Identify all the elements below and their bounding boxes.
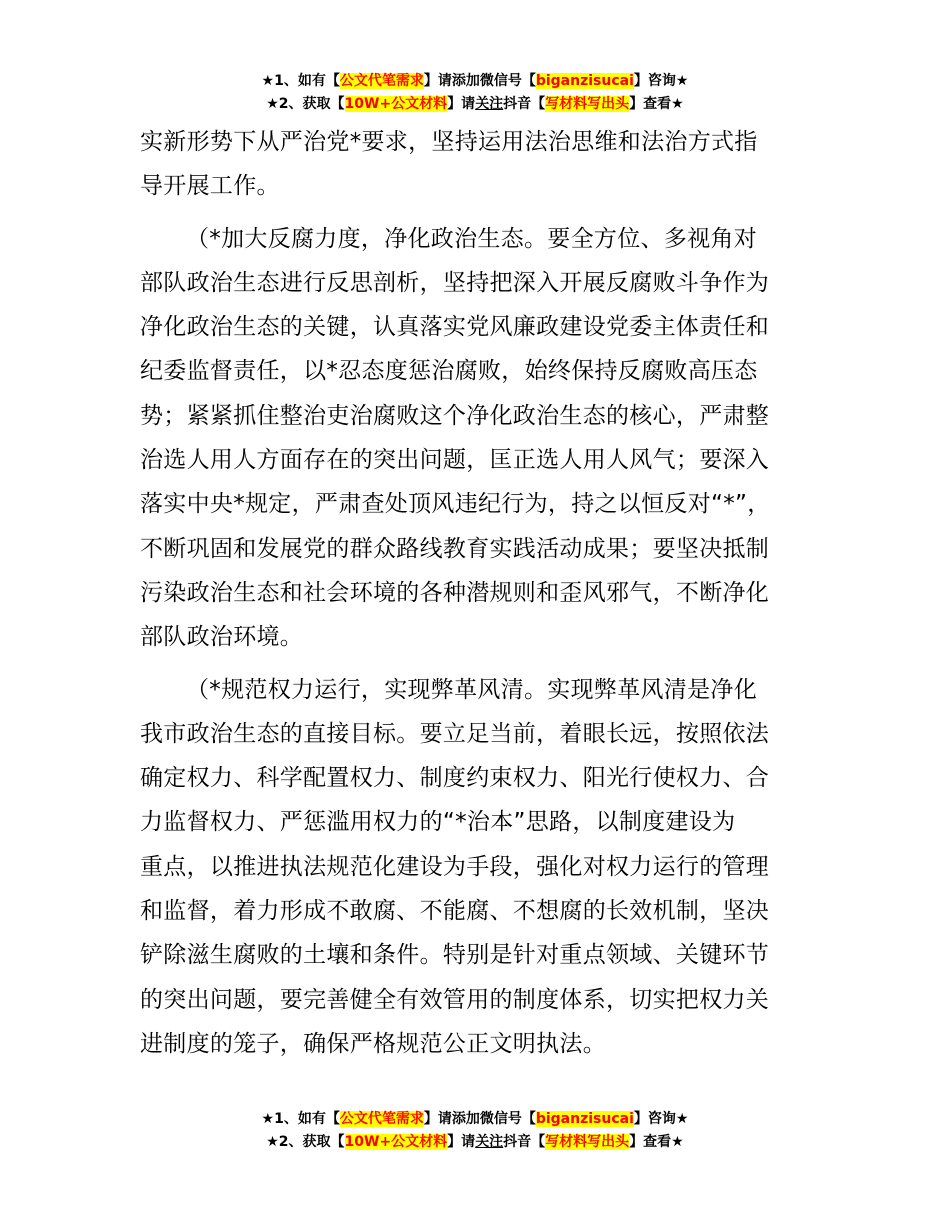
text-line: 导开展工作。: [140, 173, 280, 200]
text-line: 纪委监督责任，以*忍态度惩治腐败，始终保持反腐败高压态: [140, 358, 758, 385]
text-line: 力监督权力、严惩滥用权力的“*治本”思路，以制度建设为: [140, 809, 736, 836]
banner-text: 】请添加微信号【: [423, 1111, 536, 1127]
text-line: 铲除滋生腐败的土壤和条件。特别是针对重点领域、关键环节: [140, 942, 770, 969]
text-line: 我市政治生态的直接目标。要立足当前，着眼长远，按照依法: [140, 720, 770, 747]
banner-text: 】查看★: [629, 1134, 684, 1150]
header-banner-line-1: [0, 70, 950, 93]
banner-underlined: 关注: [475, 96, 504, 112]
footer-banner-line-1: [0, 1108, 950, 1131]
banner-highlight: 10W+公文材料: [344, 1134, 448, 1150]
text-line: 确定权力、科学配置权力、制度约束权力、阳光行使权力、合: [140, 765, 770, 792]
text-line: 部队政治环境。: [140, 624, 304, 651]
banner-text: 】请添加微信号【: [423, 73, 536, 89]
text-line: 的突出问题，要完善健全有效管用的制度体系，切实把权力关: [140, 986, 770, 1013]
text-line: 不断巩固和发展党的群众路线教育实践活动成果；要坚决抵制: [140, 535, 770, 562]
text-line: 净化政治生态的关键，认真落实党风廉政建设党委主体责任和: [140, 314, 770, 341]
banner-text: ★2、获取【: [266, 1134, 345, 1150]
text-line: 落实中央*规定，严肃查处顶风违纪行为，持之以恒反对“*”，: [140, 491, 771, 518]
banner-highlight: 10W+公文材料: [344, 96, 448, 112]
banner-text: 】咨询★: [633, 73, 689, 89]
banner-highlight: 写材料写出头: [545, 96, 630, 112]
banner-text: 】请: [447, 96, 476, 112]
header-banner: [0, 70, 950, 116]
document-body: [140, 120, 816, 1074]
banner-wechat-id: biganzisucai: [535, 73, 634, 89]
banner-text: ★2、获取【: [266, 96, 345, 112]
banner-highlight: 公文代笔需求: [339, 1111, 424, 1127]
text-line: （*规范权力运行，实现弊革风清。实现弊革风清是净化: [186, 676, 757, 703]
text-line: （*加大反腐力度，净化政治生态。要全方位、多视角对: [186, 225, 757, 252]
banner-text: 】请: [447, 1134, 476, 1150]
banner-text: ★1、如有【: [261, 73, 340, 89]
banner-text: 】查看★: [629, 96, 684, 112]
banner-highlight: 写材料写出头: [545, 1134, 630, 1150]
banner-underlined: 关注: [475, 1134, 504, 1150]
banner-text: 抖音【: [503, 1134, 546, 1150]
paragraph: [140, 120, 816, 209]
text-line: 重点，以推进执法规范化建设为手段，强化对权力运行的管理: [140, 853, 770, 880]
footer-banner-line-2: [0, 1131, 950, 1154]
banner-text: 抖音【: [503, 96, 546, 112]
banner-text: ★1、如有【: [261, 1111, 340, 1127]
text-line: 治选人用人方面存在的突出问题，匡正选人用人风气；要深入: [140, 447, 770, 474]
banner-highlight: 公文代笔需求: [339, 73, 424, 89]
banner-text: 】咨询★: [633, 1111, 689, 1127]
text-line: 进制度的笼子，确保严格规范公正文明执法。: [140, 1030, 606, 1057]
text-line: 和监督，着力形成不敢腐、不能腐、不想腐的长效机制，坚决: [140, 898, 770, 925]
paragraph: [140, 668, 816, 1067]
text-line: 实新形势下从严治党*要求，坚持运用法治思维和法治方式指: [140, 129, 758, 155]
banner-wechat-id: biganzisucai: [535, 1111, 634, 1127]
footer-banner: [0, 1108, 950, 1154]
text-line: 部队政治生态进行反思剖析，坚持把深入开展反腐败斗争作为: [140, 269, 770, 296]
text-line: 污染政治生态和社会环境的各种潜规则和歪风邪气，不断净化: [140, 579, 770, 606]
paragraph: [140, 217, 816, 660]
text-line: 势；紧紧抓住整治吏治腐败这个净化政治生态的核心，严肃整: [140, 402, 770, 429]
header-banner-line-2: [0, 93, 950, 116]
